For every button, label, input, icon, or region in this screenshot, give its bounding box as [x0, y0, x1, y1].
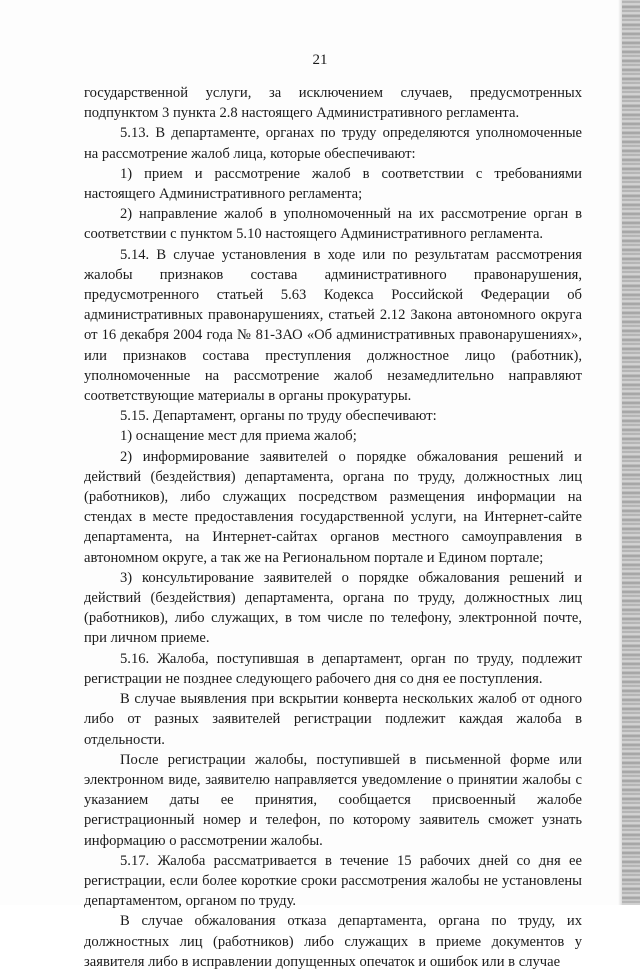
paragraph-5-16: 5.16. Жалоба, поступившая в департамент, орган по труду, подлежит регистрации не позднее следующего рабочего дня со дня ее поступления.	[84, 650, 582, 687]
paragraph-5-16-notification: После регистрации жалобы, поступившей в письменной форме или электронном виде, заявителю направляется уведомление о принятии жалобы с указанием даты ее принятия, сообщается присвоенный жалобе регистрационный номер и телефон, по которому заявитель сможет узнать информацию о рассмотрении жалобы.	[84, 751, 582, 849]
page-number: 21	[312, 52, 328, 68]
document-body	[84, 83, 582, 972]
list-item-5-13-2: 2) направление жалоб в уполномоченный на их рассмотрение орган в соответствии с пунктом 5.10 настоящего Административного регламента.	[84, 206, 582, 243]
paragraph-5-13: 5.13. В департаменте, органах по труду определяются уполномоченные на рассмотрение жалоб лица, которые обеспечивают:	[84, 125, 582, 162]
list-item-5-13-1: 1) прием и рассмотрение жалоб в соответствии с требованиями настоящего Административного регламента;	[84, 165, 582, 203]
paragraph-5-14: 5.14. В случае установления в ходе или по результатам рассмотрения жалобы признаков состава административного правонарушения, предусмотренного статьей 5.63 Кодекса Российской Федерации об административных правонарушениях, статьей 2.12 Закона автономного округа от 16 декабря 2004 года № 81-ЗАО «Об административных правонарушениях», или признаков состава преступления должностное лицо (работник), уполномоченные на рассмотрение жалоб незамедлительно направляют соответствующие материалы в органы прокуратуры.	[84, 246, 582, 405]
paragraph-5-17: 5.17. Жалоба рассматривается в течение 15 рабочих дней со дня ее регистрации, если более короткие сроки рассмотрения жалобы не установлены департаментом, органом по труду.	[84, 852, 582, 910]
paragraph-5-17-appeal: В случае обжалования отказа департамента, органа по труду, их должностных лиц (работников) либо служащих в приеме документов у заявителя либо в исправлении допущенных опечаток и ошибок или в случае	[84, 913, 582, 970]
list-item-5-15-2: 2) информирование заявителей о порядке обжалования решений и действий (бездействия) департамента, органа по труду, должностных лиц (работников), либо служащих посредством размещения информации на стендах в месте предоставления государственной услуги, на Интернет-сайте департамента, на Интернет-сайтах органов местного самоуправления в автономном округе, а так же на Региональном портале и Едином портале;	[84, 448, 582, 566]
list-item-5-15-1: 1) оснащение мест для приема жалоб;	[120, 428, 357, 445]
scan-edge-shadow	[622, 0, 640, 905]
paragraph-continuation: государственной услуги, за исключением случаев, предусмотренных подпунктом 3 пункта 2.8 настоящего Административного регламента.	[84, 85, 582, 122]
paragraph-5-15: 5.15. Департамент, органы по труду обеспечивают:	[120, 408, 437, 425]
paragraph-5-16-multiple-complaints: В случае выявления при вскрытии конверта нескольких жалоб от одного либо от разных заявителей регистрации подлежит каждая жалоба в отдельности.	[84, 691, 582, 748]
list-item-5-15-3: 3) консультирование заявителей о порядке обжалования решений и действий (бездействия) департамента, органа по труду, должностных лиц (работников), либо служащих, в том числе по телефону, электронной почте, при личном приеме.	[84, 569, 582, 647]
